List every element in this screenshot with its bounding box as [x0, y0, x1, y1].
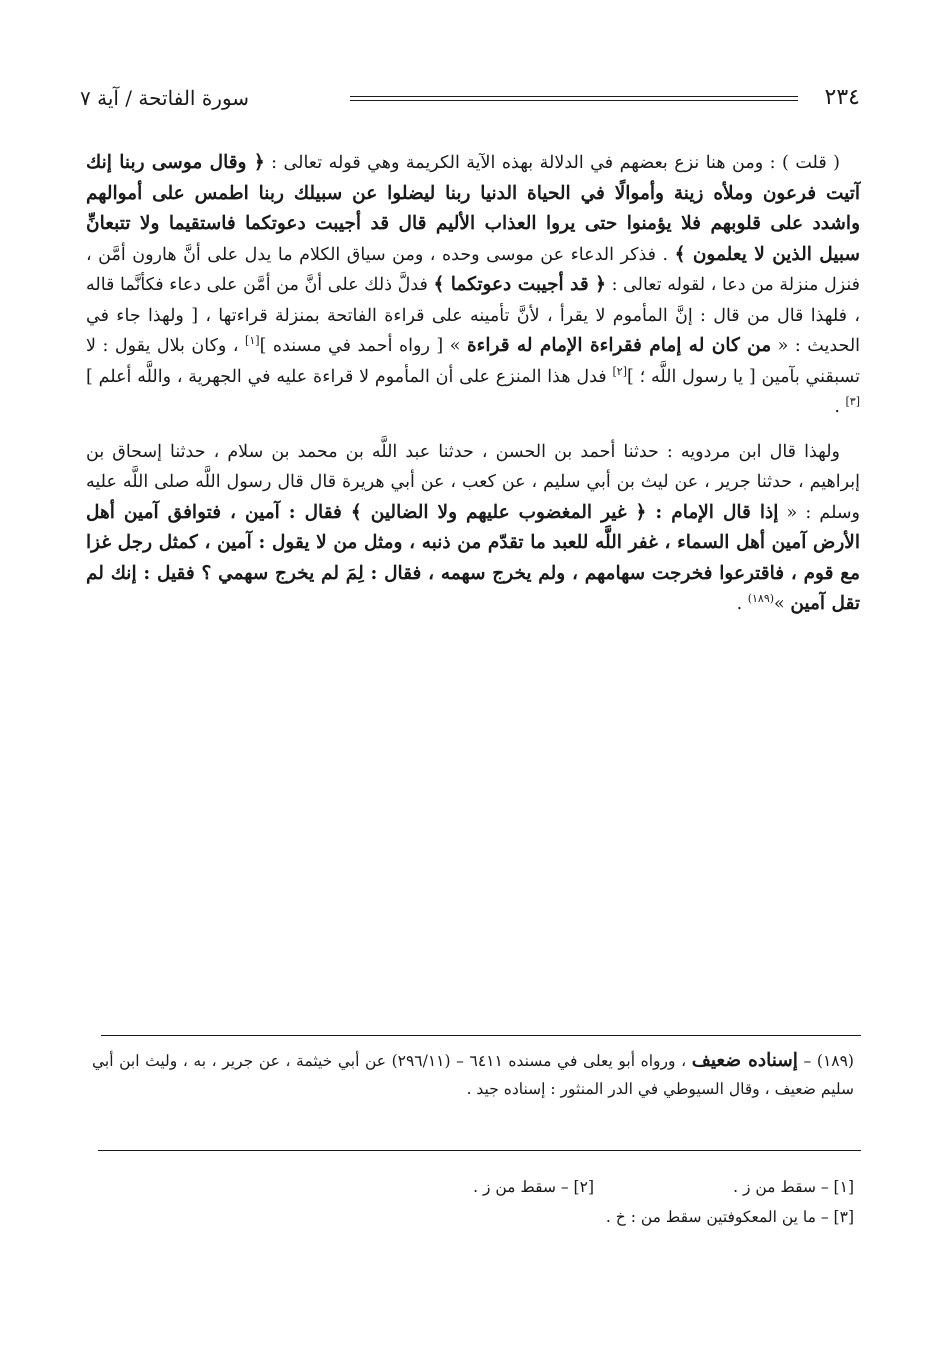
header-rule [350, 96, 798, 101]
notes-row [250, 1172, 854, 1202]
notes-row [250, 1202, 854, 1232]
text-span: . [834, 397, 846, 417]
footnote-ref: (١٨٩) [747, 592, 775, 606]
quran-quote: ﴿ وقال موسى ربنا إنك آتيت فرعون وملأه زينة وأموالًا في الحياة الدنيا ربنا ليضلوا عن سبيلك ربنا اطمس على أموالهم واشدد على قلوبهم فلا يؤمنوا حتى يروا العذاب الأليم قال قد أجيبت دعوتكما فاستقيما ولا تتبعانِّ سبيل الذين لا يعلمون ﴾ [86, 152, 860, 265]
text-span: ولهذا قال ابن مردويه : حدثنا أحمد بن الحسن ، حدثنا عبد اللَّه بن محمد بن سلام ، حدثنا إسحاق بن إبراهيم ، حدثنا جرير ، عن ليث بن أبي سليم ، عن كعب ، عن أبي هريرة قال قال رسول اللَّه صلى اللَّه عليه وسلم : « [86, 441, 860, 523]
page-header [80, 84, 860, 118]
text-span: ، وكان بلال يقول : لا تسبقني بآمين [ يا رسول اللَّه ؛ ] [86, 336, 860, 387]
hadith-quote: من كان له إمام فقراءة الإمام له قراءة [466, 335, 772, 356]
hadith-quote: إذا قال الإمام : ﴿ غير المغضوب عليهم ولا الضالين ﴾ فقال : آمين ، فتوافق آمين أهل الأرض آمين أهل السماء ، غفر اللَّه للعبد ما تقدّم من ذنبه ، ومثل من لا يقول : آمين ، كمثل رجل غزا مع قوم ، فاقترعوا فخرجت سهامهم ، ولم يخرج سهمه ، فقال : لِمَ لم يخرج سهمي ؟ فقيل : إنك لم تقل آمين [86, 501, 860, 614]
quran-quote: ﴿ قد أجيبت دعوتكما ﴾ [433, 274, 606, 295]
note-2: [٢] – سقط من ز . [473, 1178, 594, 1196]
text-span: » [774, 594, 791, 614]
note-ref: [١] [245, 334, 260, 348]
main-text [86, 148, 860, 630]
note-1: [١] – سقط من ز . [733, 1178, 854, 1196]
paragraph-1 [86, 148, 860, 423]
footnote-rule [101, 1035, 861, 1036]
text-span: ( قلت ) : ومن هنا نزع بعضهم في الدلالة بهذه الآية الكريمة وهي قوله تعالى : [264, 153, 840, 173]
text-span: فدل هذا المنزع على أن المأموم لا قراءة عليه في الجهرية ، واللَّه أعلم ] [86, 366, 613, 387]
footnote-number: (١٨٩) – [797, 1052, 854, 1070]
note-ref: [٣] [845, 395, 860, 409]
page-number: ٢٣٤ [824, 85, 860, 110]
footnote-bold: إسناده ضعيف [691, 1050, 798, 1071]
note-3: [٣] – ما ين المعكوفتين سقط من : خ . [605, 1208, 854, 1226]
text-span: فدلَّ ذلك على أنَّ من أمَّن على دعاء فكأنَّما قاله ، فلهذا قال من قال : إنَّ المأموم لا يقرأ ، لأنَّ تأمينه على قراءة الفاتحة بمنزلة قراءتها ، [ ولهذا جاء في الحديث : « [86, 275, 861, 356]
notes-rule [98, 1150, 861, 1151]
running-title: سورة الفاتحة / آية ٧ [80, 86, 250, 110]
text-span: . [736, 594, 748, 614]
editor-notes [250, 1172, 854, 1232]
footnote-189 [92, 1047, 854, 1103]
footnote-text: ، ورواه أبو يعلى في مسنده ٦٤١١ – (٢٩٦/١١) عن أبي خيثمة ، عن جرير ، به ، وليث ابن أبي سليم ضعيف ، وقال السيوطي في الدر المنثور : إسناده جيد . [92, 1052, 854, 1098]
note-ref: [٢] [612, 364, 627, 378]
text-span: . فذكر الدعاء عن موسى وحده ، ومن سياق الكلام ما يدل على أنَّ هارون أمَّن ، فنزل منزلة من دعا ، لقوله تعالى : [86, 244, 860, 295]
text-span: » [ رواه أحمد في مسنده ] [259, 336, 467, 356]
paragraph-2 [86, 437, 860, 620]
